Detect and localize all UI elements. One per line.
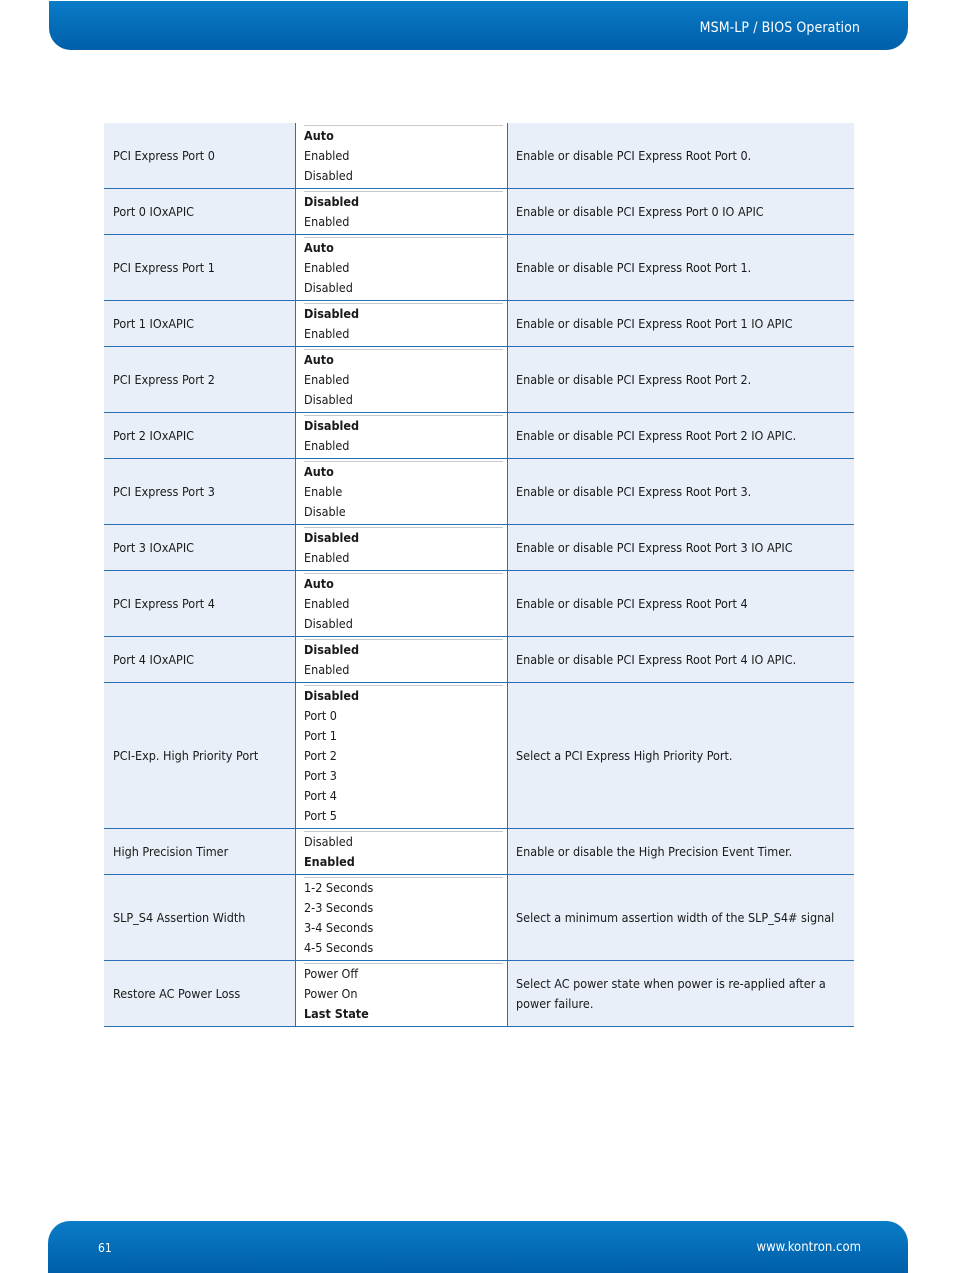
setting-description: Select AC power state when power is re-applied after a power failure. [508, 961, 855, 1027]
setting-name: Port 1 IOxAPIC [104, 301, 296, 347]
bios-settings-table [104, 123, 854, 1027]
default-option: Disabled [304, 418, 360, 433]
setting-options [296, 525, 508, 571]
options-list [304, 415, 503, 456]
default-option: Disabled [304, 688, 360, 703]
setting-options [296, 829, 508, 875]
setting-options [296, 235, 508, 301]
table-body [104, 123, 854, 1027]
setting-name: Port 2 IOxAPIC [104, 413, 296, 459]
setting-description: Enable or disable PCI Express Root Port 4 IO APIC. [508, 637, 855, 683]
setting-options [296, 413, 508, 459]
option: Disabled [304, 392, 353, 407]
table-row [104, 637, 854, 683]
option: Enabled [304, 596, 350, 611]
setting-options [296, 571, 508, 637]
setting-name: PCI Express Port 2 [104, 347, 296, 413]
setting-options [296, 347, 508, 413]
setting-description: Select a minimum assertion width of the SLP_S4# signal [508, 875, 855, 961]
table-row [104, 875, 854, 961]
setting-name: PCI Express Port 1 [104, 235, 296, 301]
table-row [104, 301, 854, 347]
setting-description: Enable or disable PCI Express Port 0 IO APIC [508, 189, 855, 235]
options-list [304, 527, 503, 568]
setting-name: PCI-Exp. High Priority Port [104, 683, 296, 829]
option: Port 4 [304, 788, 337, 803]
table-row [104, 413, 854, 459]
setting-options [296, 637, 508, 683]
table-row [104, 571, 854, 637]
setting-name: SLP_S4 Assertion Width [104, 875, 296, 961]
option: Enabled [304, 438, 350, 453]
options-list [304, 831, 503, 872]
table-row [104, 829, 854, 875]
table-row [104, 961, 854, 1027]
option: Enable [304, 484, 343, 499]
option: Enabled [304, 662, 350, 677]
table-row [104, 683, 854, 829]
table-row [104, 347, 854, 413]
option: Enabled [304, 326, 350, 341]
table-row [104, 123, 854, 189]
option: Enabled [304, 372, 350, 387]
table-row [104, 189, 854, 235]
options-list [304, 237, 503, 298]
options-list [304, 191, 503, 232]
option: Power On [304, 986, 358, 1001]
footer-url[interactable]: www.kontron.com [756, 1240, 861, 1255]
options-list [304, 461, 503, 522]
options-list [304, 963, 503, 1024]
option: Enabled [304, 550, 350, 565]
option: Port 0 [304, 708, 337, 723]
setting-description: Select a PCI Express High Priority Port. [508, 683, 855, 829]
option: Disabled [304, 168, 353, 183]
option: 3-4 Seconds [304, 920, 374, 935]
default-option: Enabled [304, 854, 355, 869]
options-list [304, 303, 503, 344]
default-option: Disabled [304, 306, 360, 321]
default-option: Disabled [304, 642, 360, 657]
setting-description: Enable or disable PCI Express Root Port 2. [508, 347, 855, 413]
setting-description: Enable or disable PCI Express Root Port 0. [508, 123, 855, 189]
option: Disabled [304, 616, 353, 631]
default-option: Disabled [304, 530, 360, 545]
setting-description: Enable or disable PCI Express Root Port 3. [508, 459, 855, 525]
setting-name: Port 0 IOxAPIC [104, 189, 296, 235]
option: 2-3 Seconds [304, 900, 374, 915]
options-list [304, 877, 503, 958]
table-row [104, 235, 854, 301]
setting-description: Enable or disable PCI Express Root Port 1 IO APIC [508, 301, 855, 347]
setting-name: Port 4 IOxAPIC [104, 637, 296, 683]
setting-options [296, 961, 508, 1027]
default-option: Auto [304, 352, 334, 367]
setting-description: Enable or disable PCI Express Root Port 1. [508, 235, 855, 301]
option: Disabled [304, 280, 353, 295]
default-option: Auto [304, 240, 334, 255]
default-option: Last State [304, 1006, 369, 1021]
options-list [304, 573, 503, 634]
setting-description: Enable or disable PCI Express Root Port 3 IO APIC [508, 525, 855, 571]
setting-options [296, 189, 508, 235]
setting-options [296, 683, 508, 829]
header-bar [49, 1, 908, 50]
default-option: Disabled [304, 194, 360, 209]
setting-name: Port 3 IOxAPIC [104, 525, 296, 571]
option: 4-5 Seconds [304, 940, 374, 955]
option: Enabled [304, 260, 350, 275]
option: Disabled [304, 834, 353, 849]
setting-description: Enable or disable PCI Express Root Port 2 IO APIC. [508, 413, 855, 459]
setting-description: Enable or disable the High Precision Event Timer. [508, 829, 855, 875]
option: Power Off [304, 966, 359, 981]
setting-options [296, 123, 508, 189]
options-list [304, 639, 503, 680]
default-option: Auto [304, 464, 334, 479]
default-option: Auto [304, 128, 334, 143]
setting-name: PCI Express Port 4 [104, 571, 296, 637]
setting-options [296, 459, 508, 525]
footer-bar [48, 1221, 908, 1273]
setting-options [296, 875, 508, 961]
options-list [304, 125, 503, 186]
default-option: Auto [304, 576, 334, 591]
option: Port 5 [304, 808, 337, 823]
setting-description: Enable or disable PCI Express Root Port 4 [508, 571, 855, 637]
page-number: 61 [98, 1241, 112, 1255]
options-list [304, 349, 503, 410]
option: Enabled [304, 148, 350, 163]
setting-name: PCI Express Port 3 [104, 459, 296, 525]
setting-options [296, 301, 508, 347]
option: Port 2 [304, 748, 337, 763]
setting-name: Restore AC Power Loss [104, 961, 296, 1027]
option: Disable [304, 504, 346, 519]
option: Enabled [304, 214, 350, 229]
header-title: MSM-LP / BIOS Operation [699, 20, 860, 36]
setting-name: PCI Express Port 0 [104, 123, 296, 189]
table-row [104, 459, 854, 525]
option: Port 3 [304, 768, 337, 783]
option: 1-2 Seconds [304, 880, 374, 895]
option: Port 1 [304, 728, 337, 743]
table-row [104, 525, 854, 571]
options-list [304, 685, 503, 826]
setting-name: High Precision Timer [104, 829, 296, 875]
